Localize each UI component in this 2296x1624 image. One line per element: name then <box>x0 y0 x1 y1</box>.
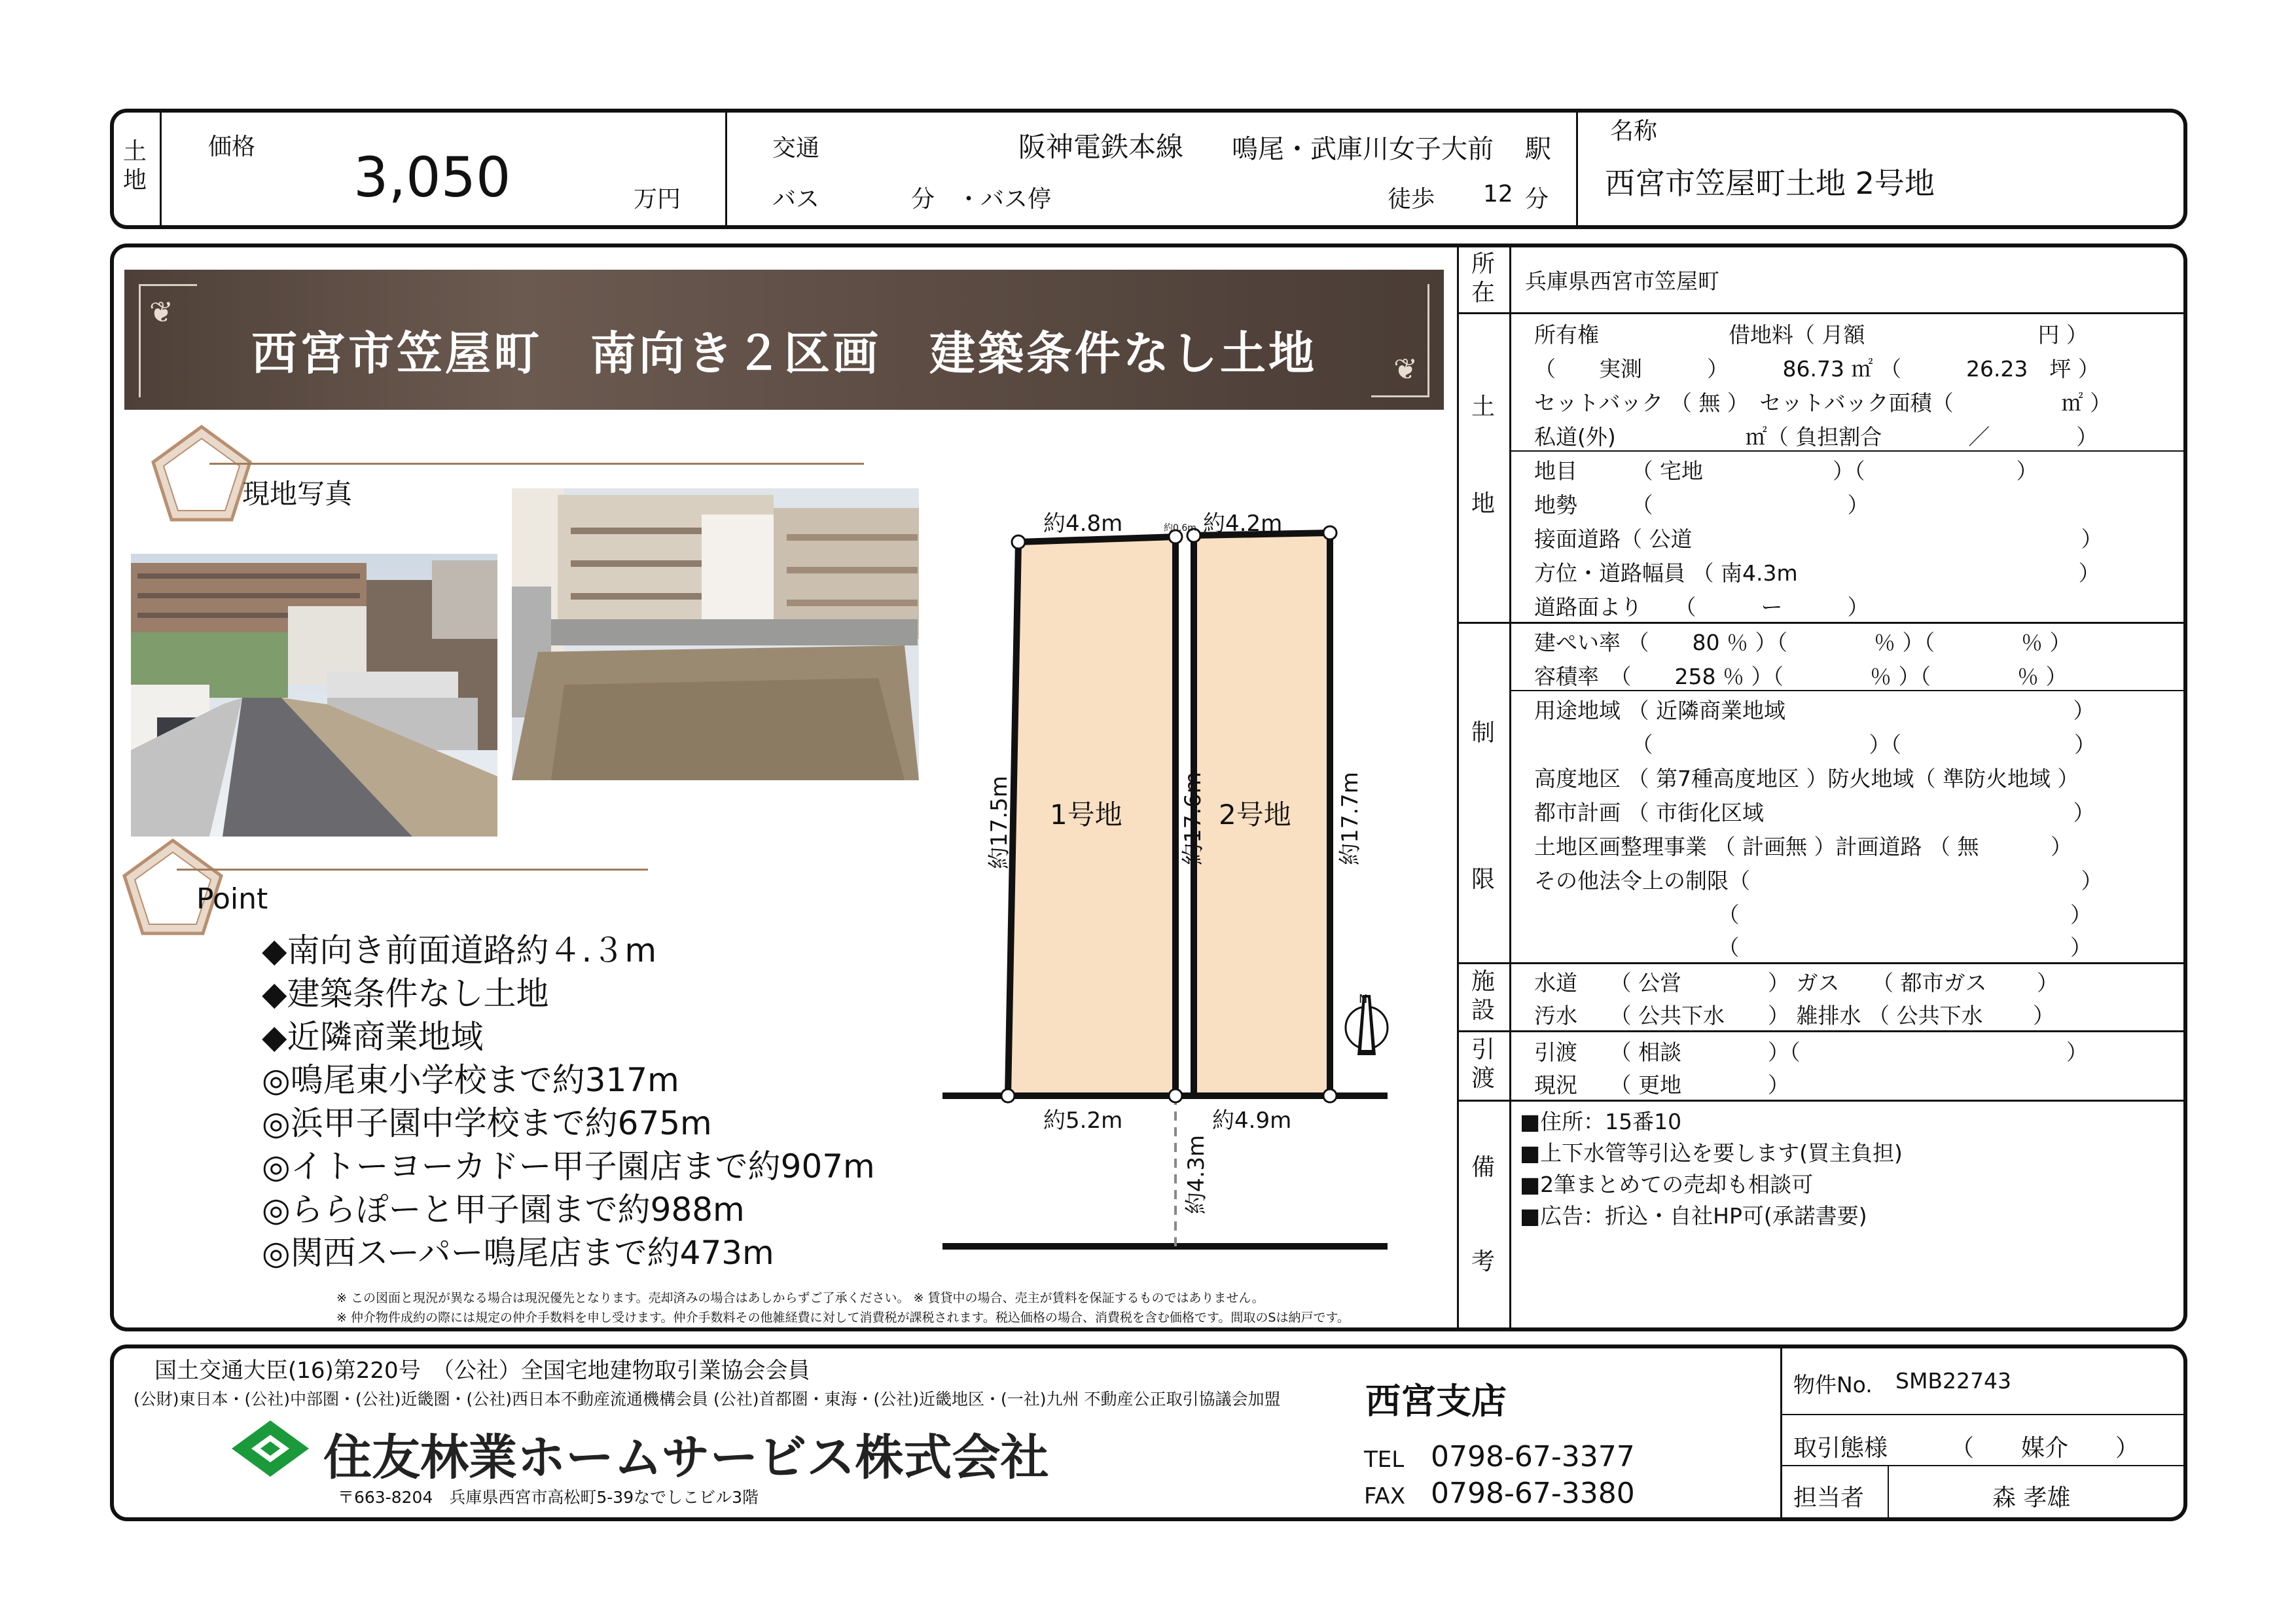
property-no: SMB22743 <box>1895 1368 2012 1394</box>
license-line: 国土交通大臣(16)第220号 （公社）全国宅地建物取引業協会会員 <box>154 1358 810 1384</box>
dim-top-left: 約4.8m <box>1043 511 1123 537</box>
point-item: ◎鳴尾東小学校まで約317m <box>262 1061 679 1099</box>
restrict-row: その他法令上の制限（ ） <box>1534 868 2103 893</box>
dim-bottom-left: 約5.2m <box>1043 1108 1123 1134</box>
associations-line: (公財)東日本・(公社)中部圏・(公社)近畿圏・(公社)西日本不動産流通機構会員 (公社)首都圏・東海・(公社)近畿地区・(一社)九州 不動産公正取引協議会加盟 <box>134 1390 1281 1409</box>
pentagon-icon <box>149 424 254 522</box>
remark-item: ■上下水管等引込を要します(買主負担) <box>1520 1140 1903 1166</box>
land-row: 地勢 （ ） <box>1534 492 1869 518</box>
walk-minutes: 12 <box>1483 181 1513 208</box>
dim-bottom-right: 約4.9m <box>1212 1108 1292 1134</box>
restrict-row: 容積率 （ 258 ％ ）（ ％ ）（ ％ ） <box>1534 664 2068 689</box>
station-name: 鳴尾・武庫川女子大前 <box>1232 134 1494 164</box>
restrict-row: 土地区画整理事業 （ 計画無 ）計画道路 （ 無 ） <box>1534 834 2072 859</box>
point-item: ◆近隣商業地域 <box>262 1018 484 1056</box>
dim-right-side: 約17.7m <box>1336 772 1363 865</box>
name-label: 名称 <box>1610 118 1658 145</box>
photo-rule <box>209 463 864 465</box>
restrict-row: 高度地区 （ 第7種高度地区 ）防火地域（ 準防火地域 ） <box>1534 766 2079 791</box>
remark-item: ■2筆まとめての売却も相談可 <box>1520 1172 1814 1197</box>
company-name: 住友林業ホームサービス株式会社 <box>323 1430 1049 1486</box>
tel-label: TEL <box>1364 1447 1405 1473</box>
deal-label: 取引態様 <box>1793 1435 1888 1462</box>
price-label: 価格 <box>208 134 256 160</box>
restrict-row: （ ） <box>1534 902 2092 928</box>
station-suffix: 駅 <box>1525 134 1551 164</box>
tel-number: 0798-67-3377 <box>1431 1440 1635 1473</box>
handover-row: 引渡 （ 相談 ）（ ） <box>1534 1039 2088 1065</box>
staff-name: 森 孝雄 <box>1992 1485 2071 1511</box>
restrict-row: 建ぺい率 （ 80 ％ ）（ ％ ）（ ％ ） <box>1534 630 2072 655</box>
ornament-icon: ❦ <box>149 296 173 329</box>
ornament-icon: ❦ <box>1393 353 1418 386</box>
point-item: ◎イトーヨーカドー甲子園店まで約907m <box>262 1147 875 1185</box>
main-divider <box>1457 246 1459 1329</box>
facility-row: 水道 （ 公営 ） ガス （ 都市ガス ） <box>1534 970 2058 996</box>
land-row: （ 実測 ） 86.73 ㎡ （ 26.23 坪 ） <box>1534 356 2100 382</box>
railway-line: 阪神電鉄本線 <box>1018 131 1184 163</box>
transit-label: 交通 <box>772 135 820 162</box>
handover-row: 現況 （ 更地 ） <box>1534 1072 1789 1098</box>
fax-number: 0798-67-3380 <box>1431 1477 1635 1510</box>
point-item: ◎関西スーパー鳴尾店まで約473m <box>262 1234 774 1272</box>
disclaimer-1: ※ この図面と現況が異なる場合は現況優先となります。売却済みの場合はあしからずご了承ください。 ※ 賃貸中の場合、売主が賃料を保証するものではありません。 <box>336 1291 1265 1305</box>
price-unit: 万円 <box>634 186 681 213</box>
dim-mid-side: 約17.6m <box>1179 772 1206 865</box>
walk-label: 徒歩 <box>1388 186 1435 213</box>
bus-stop-label: ・バス停 <box>957 186 1052 213</box>
fax-label: FAX <box>1364 1483 1405 1509</box>
bus-minutes-unit: 分 <box>911 186 935 213</box>
branch-name: 西宮支店 <box>1365 1380 1507 1422</box>
lot-1-label: 1号地 <box>1050 799 1122 831</box>
site-photo-lot <box>512 488 919 780</box>
banner <box>124 270 1444 410</box>
price-value: 3,050 <box>353 145 511 209</box>
restrict-row: 都市計画 （ 市街化区域 ） <box>1534 800 2095 825</box>
company-address: 〒663-8204 兵庫県西宮市高松町5-39なでしこビル3階 <box>338 1488 759 1507</box>
walk-unit: 分 <box>1525 186 1549 213</box>
dim-top-right: 約4.2m <box>1203 511 1283 537</box>
disclaimer-2: ※ 仲介物件成約の際には規定の仲介手数料を申し受けます。仲介手数料その他雑経費に対して消費税が課税されます。税込価格の場合、消費税を含む価格です。間取のSは納戸です。 <box>336 1310 1350 1325</box>
point-item: ◎ららぽーと甲子園まで約988m <box>262 1191 745 1229</box>
land-row: 私道(外) ㎡（ 負担割合 ／ ） <box>1534 424 2098 450</box>
land-label: 土 地 <box>1471 393 1495 517</box>
facility-row: 汚水 （ 公共下水 ） 雑排水 （ 公共下水 ） <box>1534 1003 2054 1028</box>
handover-label: 引 渡 <box>1471 1036 1495 1092</box>
staff-label: 担当者 <box>1793 1485 1865 1511</box>
land-row: 道路面より （ ー ） <box>1534 594 1869 620</box>
land-row: 方位・道路幅員 （ 南4.3m ） <box>1534 560 2100 586</box>
dim-left-side: 約17.5m <box>986 776 1013 869</box>
land-row: 接面道路（ 公道 ） <box>1534 526 2103 552</box>
point-label: Point <box>196 882 268 916</box>
point-item: ◆建築条件なし土地 <box>262 975 549 1013</box>
banner-title: 西宮市笠屋町 南向き２区画 建築条件なし土地 <box>251 326 1317 380</box>
lot-2-label: 2号地 <box>1219 799 1291 831</box>
dim-road: 約4.3m <box>1183 1134 1210 1215</box>
site-photo-street <box>131 554 497 837</box>
land-row: 所有権 借地料（ 月額 円 ） <box>1534 322 2088 348</box>
property-no-label: 物件No. <box>1793 1372 1873 1398</box>
point-rule <box>177 869 648 871</box>
restrict-row: （ ） <box>1534 935 2092 960</box>
deal-type: （ 媒介 ） <box>1950 1435 2140 1462</box>
restrict-row: （ ）（ ） <box>1534 732 2096 757</box>
point-item: ◎浜甲子園中学校まで約675m <box>262 1104 712 1142</box>
land-row: セットバック （ 無 ） セットバック面積（ ㎡ ） <box>1534 390 2112 416</box>
remarks-label: 備 考 <box>1471 1154 1495 1275</box>
location-value: 兵庫県西宮市笠屋町 <box>1525 268 1719 294</box>
company-logo-icon <box>230 1419 310 1478</box>
location-label: 所 在 <box>1471 251 1495 306</box>
point-item: ◆南向き前面道路約４.３m <box>262 931 657 969</box>
category-label: 土地 <box>123 138 147 194</box>
north-label: N <box>1359 992 1368 1006</box>
details-label-divider <box>1509 246 1511 1329</box>
remark-item: ■広告：折込・自社HP可(承諾書要) <box>1520 1203 1867 1229</box>
remark-item: ■住所：15番10 <box>1520 1109 1682 1134</box>
restrict-label: 制 限 <box>1471 719 1495 893</box>
bus-label: バス <box>772 186 820 213</box>
photo-section-label: 現地写真 <box>242 478 353 510</box>
restrict-row: 用途地域 （ 近隣商業地域 ） <box>1534 698 2095 723</box>
land-row: 地目 （ 宅地 ）（ ） <box>1534 458 2038 484</box>
facility-label: 施 設 <box>1471 968 1495 1024</box>
dim-top-gap: 約0.6m <box>1164 523 1196 533</box>
property-name: 西宮市笠屋町土地 2号地 <box>1605 166 1935 201</box>
